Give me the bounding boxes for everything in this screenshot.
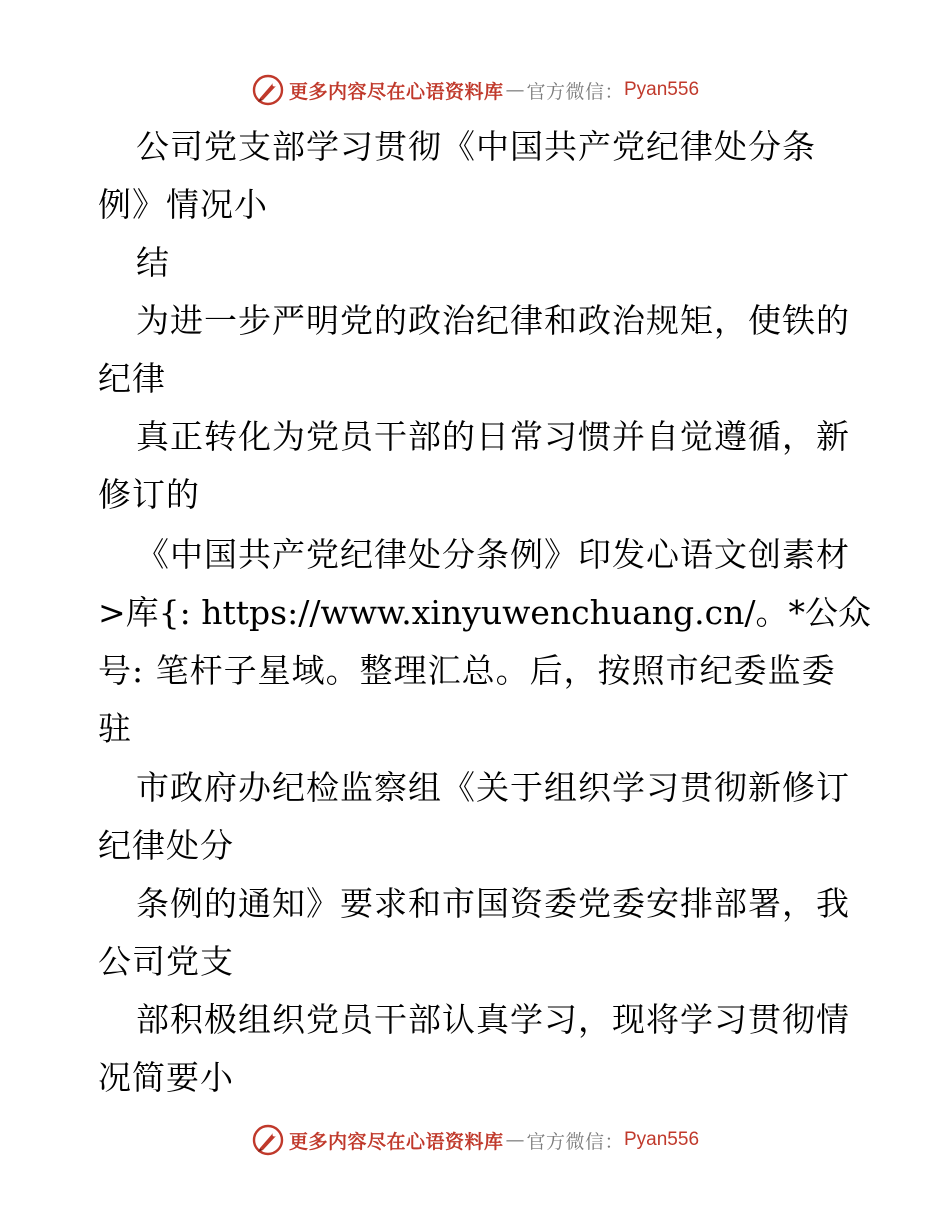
document-title-line-2: 例》情况小 bbox=[98, 185, 268, 224]
paragraph-line: 为进一步严明党的政治纪律和政治规矩，使铁的 bbox=[136, 301, 850, 340]
paragraph-line: 条例的通知》要求和市国资委党委安排部署，我 bbox=[136, 884, 850, 923]
paragraph-line: 号: 笔杆子星域。整理汇总。后，按照市纪委监委 bbox=[98, 651, 836, 690]
document-title-line-1: 公司党支部学习贯彻《中国共产党纪律处分条 bbox=[136, 127, 816, 166]
paragraph-line-with-url: >库{: https://www.xinyuwenchuang.cn/。*公众 bbox=[98, 593, 871, 632]
paragraph-line: 况简要小 bbox=[98, 1058, 234, 1097]
banner-wechat-handle: Pyan556 bbox=[624, 79, 700, 100]
banner-official-label: 官方微信： bbox=[526, 1130, 624, 1153]
pen-logo-icon bbox=[251, 73, 285, 107]
banner-official-label: 官方微信： bbox=[526, 80, 624, 103]
paragraph-line: 市政府办纪检监察组《关于组织学习贯彻新修订 bbox=[136, 768, 850, 807]
banner-slogan: 更多内容尽在心语资料库 bbox=[288, 1130, 504, 1153]
paragraph-line: 纪律处分 bbox=[98, 826, 234, 865]
banner-slogan: 更多内容尽在心语资料库 bbox=[288, 80, 504, 103]
pen-logo-icon bbox=[251, 1123, 285, 1157]
paragraph-line: 驻 bbox=[98, 709, 132, 748]
footer-banner bbox=[0, 1120, 950, 1160]
header-banner bbox=[0, 70, 950, 110]
paragraph-line: 真正转化为党员干部的日常习惯并自觉遵循，新 bbox=[136, 417, 850, 456]
paragraph-line: 部积极组织党员干部认真学习，现将学习贯彻情 bbox=[136, 1000, 850, 1039]
banner-dash: — bbox=[505, 79, 525, 101]
document-title-line-3: 结 bbox=[136, 243, 170, 282]
paragraph-line: 纪律 bbox=[98, 359, 166, 398]
paragraph-line: 《中国共产党纪律处分条例》印发心语文创素材 bbox=[136, 535, 850, 574]
paragraph-line: 修订的 bbox=[98, 475, 200, 514]
paragraph-line: 公司党支 bbox=[98, 942, 234, 981]
banner-wechat-handle: Pyan556 bbox=[624, 1129, 700, 1150]
banner-dash: — bbox=[505, 1129, 525, 1151]
